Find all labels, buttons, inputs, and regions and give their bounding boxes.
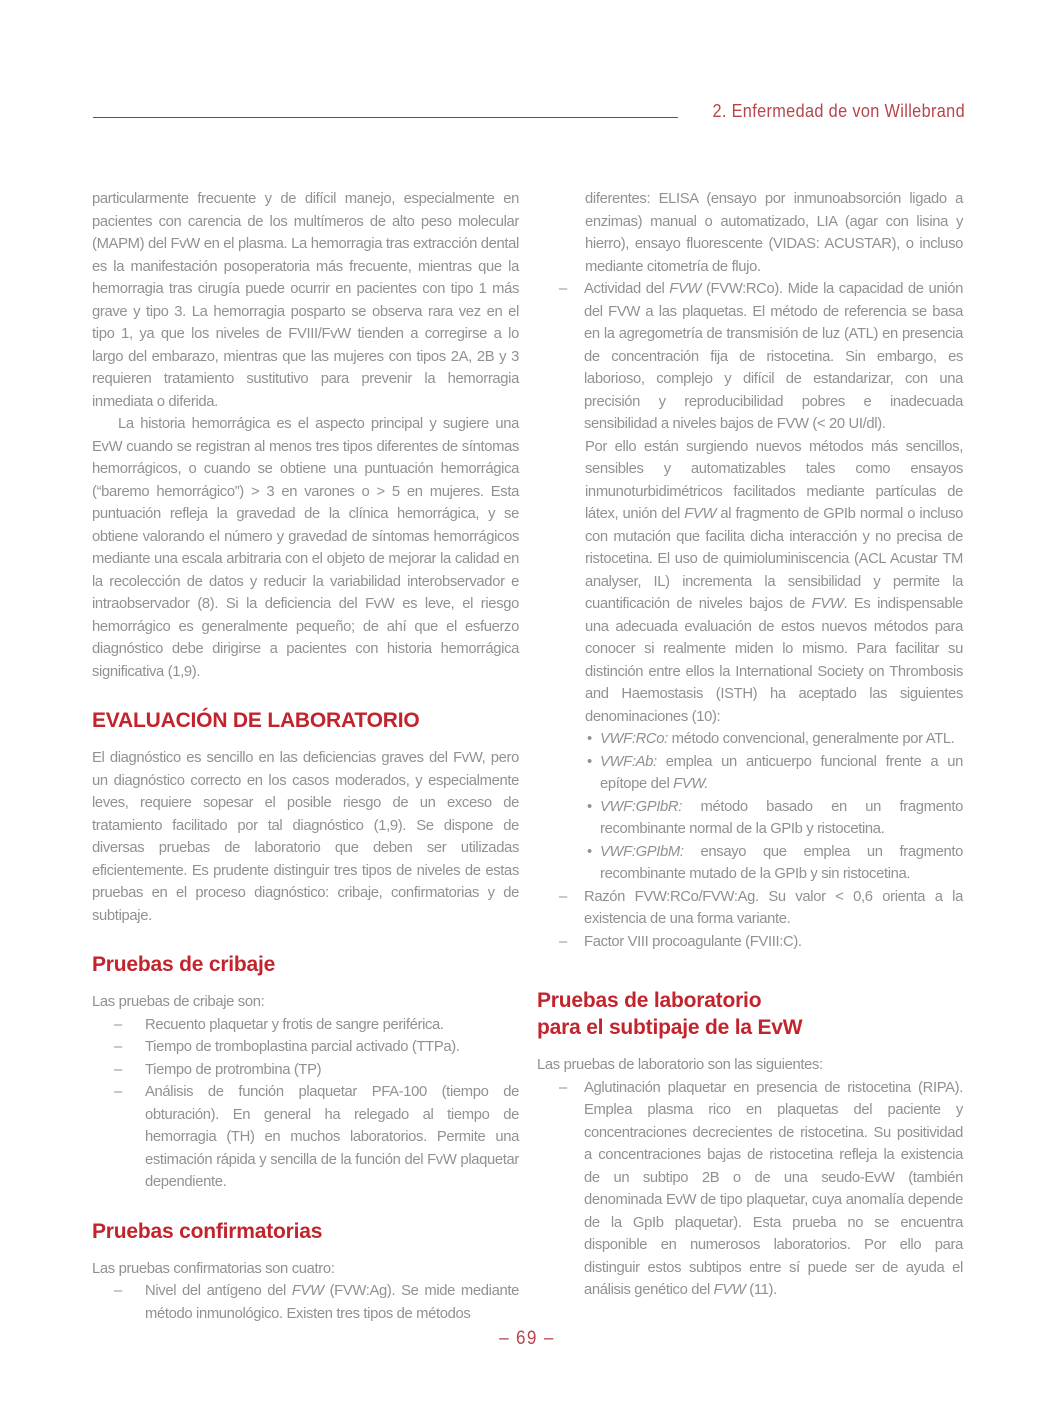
text-run-italic: FVW bbox=[811, 596, 844, 612]
paragraph-lab-evaluation: El diagnóstico es sencillo en las deficiencias graves del FvW, pero un diagnóstico correcto en los casos moderados, y especialmente leves, requiere sopesar el posible riesgo de un exceso de tratamiento facilitado por tal diagnóstico (1,9). Se dispone de diversas pruebas de laboratorio que deben ser utilizadas eficientemente. Es prudente distinguir tres tipos de niveles de estas pruebas en el proceso diagnóstico: cribaje, confirmatorias y de subtipaje. bbox=[92, 750, 519, 924]
screening-intro: Las pruebas de cribaje son: bbox=[92, 994, 265, 1010]
bullet-marker: • bbox=[587, 753, 592, 770]
text-run-italic: VWF:GPIbR: bbox=[600, 798, 683, 815]
page-footer bbox=[0, 1328, 1053, 1350]
section-heading-lab-evaluation: EVALUACIÓN DE LABORATORIO bbox=[92, 709, 420, 732]
list-item-text: Factor VIII procoagulante (FVIII:C). bbox=[584, 933, 802, 950]
dash-marker: – bbox=[114, 1084, 122, 1100]
section-heading-screening: Pruebas de cribaje bbox=[92, 953, 276, 976]
new-methods-paragraph bbox=[585, 436, 963, 729]
dash-marker: – bbox=[114, 1039, 122, 1055]
isth-bullet-list bbox=[537, 728, 963, 886]
bullet-item bbox=[537, 796, 963, 841]
bullet-item bbox=[537, 728, 963, 751]
section-heading-subtyping bbox=[537, 987, 963, 1041]
heading-line: Pruebas de laboratorio bbox=[537, 989, 762, 1012]
screening-list bbox=[92, 1014, 519, 1194]
list-item-text: Tiempo de protrombina (TP) bbox=[145, 1061, 322, 1078]
list-item-ripa bbox=[537, 1077, 963, 1302]
list-item-text bbox=[145, 1280, 519, 1325]
bullet-item-text bbox=[600, 728, 963, 751]
list-item-text: Tiempo de tromboplastina parcial activado (TTPa). bbox=[145, 1039, 460, 1055]
paragraph-bleeding-history: La historia hemorrágica es el aspecto principal y sugiere una EvW cuando se registran al menos tres tipos diferentes de síntomas hemorrágicos, o cuando se obtiene una puntuación hemorrágica (“baremo hemorrágico”) > 3 en varones o > 5 en mujeres. Esta puntuación refleja la gravedad de la clínica hemorrágica, y se obtiene valorando el número y gravedad de síntomas hemorrágicos mediante una escala arbitraria con el objeto de mejorar la calidad en la recolección de datos y reducir la variabilidad interobservador e intraobservador (8). Si la deficiencia del FvW es leve, el riesgo hemorrágico es generalmente pequeño; de ahí que el esfuerzo diagnóstico debe dirigirse a pacientes con historia hemorrágica significativa (1,9). bbox=[92, 416, 519, 680]
dash-marker: – bbox=[114, 1016, 122, 1033]
list-item-text bbox=[584, 1077, 963, 1302]
dash-marker: – bbox=[559, 888, 567, 905]
list-item bbox=[92, 1059, 519, 1082]
text-run: ensayo que emplea un fragmento recombinante mutado de la GPIb y sin ristocetina. bbox=[600, 843, 963, 882]
text-run: (FVW:Ag). Se mide mediante método inmunológico. Existen tres tipos de métodos bbox=[145, 1283, 519, 1322]
paragraph-clinical-bleeding: particularmente frecuente y de difícil manejo, especialmente en pacientes con carencia de los multímeros de alto peso molecular (MAPM) del FvW en el plasma. La hemorragia tras extracción dental es la manifestación posoperatoria más frecuente, mientras que la hemorragia tras cirugía puede ocurrir en pacientes con tipo 1 más grave y tipo 3. La hemorragia posparto se observa rara vez en el tipo 1, ya que los niveles de FVIII/FvW tienden a corregirse a lo largo del embarazo, mientras que las mujeres con tipos 2A, 2B y 3 requieren tratamiento sustitutivo para prevenir la hemorragia inmediata o diferida. bbox=[92, 191, 519, 410]
list-item-fviii bbox=[537, 931, 963, 954]
list-item-text bbox=[584, 278, 963, 436]
list-item-text: Razón FVW:RCo/FVW:Ag. Su valor < 0,6 orienta a la existencia de una forma variante. bbox=[584, 888, 963, 927]
list-item-antigen bbox=[92, 1280, 519, 1325]
text-run: (11). bbox=[745, 1282, 777, 1298]
bullet-item bbox=[537, 751, 963, 796]
dash-marker: – bbox=[559, 933, 567, 950]
bullet-marker: • bbox=[587, 843, 592, 860]
text-run: Por ello están surgiendo nuevos métodos más sencillos, sensibles y automatizables tales como ensayos inmunoturbidimétricos facilitados mediante partículas de látex, unión del bbox=[585, 438, 963, 522]
text-run: Nivel del antígeno del bbox=[145, 1283, 292, 1299]
list-item-text: Recuento plaquetar y frotis de sangre periférica. bbox=[145, 1016, 444, 1033]
text-run-italic: FVW bbox=[291, 1283, 324, 1299]
list-item-text: Análisis de función plaquetar PFA-100 (tiempo de obturación). En general ha relegado al tiempo de hemorragia (TH) en muchos laboratorios. Permite una estimación rápida y sencilla de la función del FvW plaquetar dependiente. bbox=[145, 1084, 519, 1190]
page-header bbox=[93, 96, 965, 122]
dash-marker: – bbox=[114, 1283, 122, 1299]
text-run-italic: VWF:GPIbM: bbox=[600, 843, 684, 860]
list-item-activity bbox=[537, 278, 963, 436]
bullet-item-text bbox=[600, 796, 963, 841]
page-number: – 69 – bbox=[498, 1328, 555, 1349]
bullet-item-text bbox=[600, 751, 963, 796]
bullet-marker: • bbox=[587, 798, 592, 815]
heading-line: para el subtipaje de la EvW bbox=[537, 1016, 803, 1039]
subtyping-intro: Las pruebas de laboratorio son las siguientes: bbox=[537, 1057, 823, 1073]
header-rule bbox=[93, 117, 678, 118]
text-run: método convencional, generalmente por ATL. bbox=[667, 731, 955, 747]
text-run: método basado en un fragmento recombinante normal de la GPIb y ristocetina. bbox=[600, 798, 963, 837]
list-item bbox=[92, 1081, 519, 1194]
list-item bbox=[92, 1014, 519, 1037]
confirmatory-intro: Las pruebas confirmatorias son cuatro: bbox=[92, 1260, 335, 1277]
dash-marker: – bbox=[114, 1061, 122, 1078]
list-item-ratio bbox=[537, 886, 963, 931]
right-column bbox=[537, 188, 963, 1302]
text-run: Actividad del bbox=[584, 281, 670, 297]
dash-marker: – bbox=[559, 281, 567, 297]
left-column bbox=[92, 188, 519, 1325]
text-run-italic: VWF:RCo: bbox=[600, 731, 668, 747]
text-run: . Es indispensable una adecuada evaluación de estos nuevos métodos para conocer si realmente miden lo mismo. Para facilitar su distinción entre ellos la International Society on Thrombosis and Haemostasis (ISTH) ha aceptado las siguientes denominaciones (10): bbox=[585, 596, 964, 725]
bullet-item-text bbox=[600, 841, 963, 886]
antigen-continuation-paragraph: diferentes: ELISA (ensayo por inmunoabsorción ligado a enzimas) manual o automatizado, LIA (agar con lisina y hierro), ensayo fluorescente (VIDAS: ACUSTAR), o incluso mediante citometría de flujo. bbox=[585, 191, 963, 275]
chapter-title: 2. Enfermedad de von Willebrand bbox=[712, 100, 965, 121]
text-run-italic: FVW bbox=[684, 506, 717, 522]
text-run-italic: VWF:Ab: bbox=[600, 753, 657, 770]
text-run-italic: FVW bbox=[669, 281, 702, 297]
list-item bbox=[92, 1036, 519, 1059]
text-run-italic: FVW. bbox=[673, 776, 709, 792]
dash-marker: – bbox=[559, 1079, 567, 1096]
text-run: al fragmento de GPIb normal o incluso con mutación que facilita dicha interacción y no precisa de ristocetina. El uso de quimioluminiscencia (ACL Acustar TM analyser, IL) incrementa la sensibilidad y permite la cuantificación de niveles bajos de bbox=[585, 506, 963, 612]
text-run: Aglutinación plaquetar en presencia de ristocetina (RIPA). Emplea plasma rico en plaquetas del paciente y concentraciones decrecientes de ristocetina. Su positividad a concentraciones bajas de ristocetina refleja la existencia de un subtipo 2B o de una seudo-EvW (también denominada EvW de tipo plaquetar, cuya anomalía depende de la GpIb plaquetar). Esta prueba no se encuentra disponible en numerosos laboratorios. Por ello para distinguir estos subtipos entre sí puede ser de ayuda el análisis genético del bbox=[584, 1079, 963, 1298]
bullet-item bbox=[537, 841, 963, 886]
text-run: (FVW:RCo). Mide la capacidad de unión del FVW a las plaquetas. El método de referencia se basa en la agregometría de transmisión de luz (ATL) en presencia de concentración fija de ristocetina. Sin embargo, es laborioso, complejo y difícil de estandarizar, con una precisión y reproducibilidad pobres e inadecuada sensibilidad a niveles bajos de FVW (< 20 UI/dl). bbox=[584, 281, 963, 432]
text-run-italic: FVW bbox=[713, 1282, 746, 1298]
section-heading-confirmatory: Pruebas confirmatorias bbox=[92, 1219, 323, 1243]
text-run: emplea un anticuerpo funcional frente a un epítope del bbox=[600, 753, 963, 792]
bullet-marker: • bbox=[587, 731, 592, 747]
